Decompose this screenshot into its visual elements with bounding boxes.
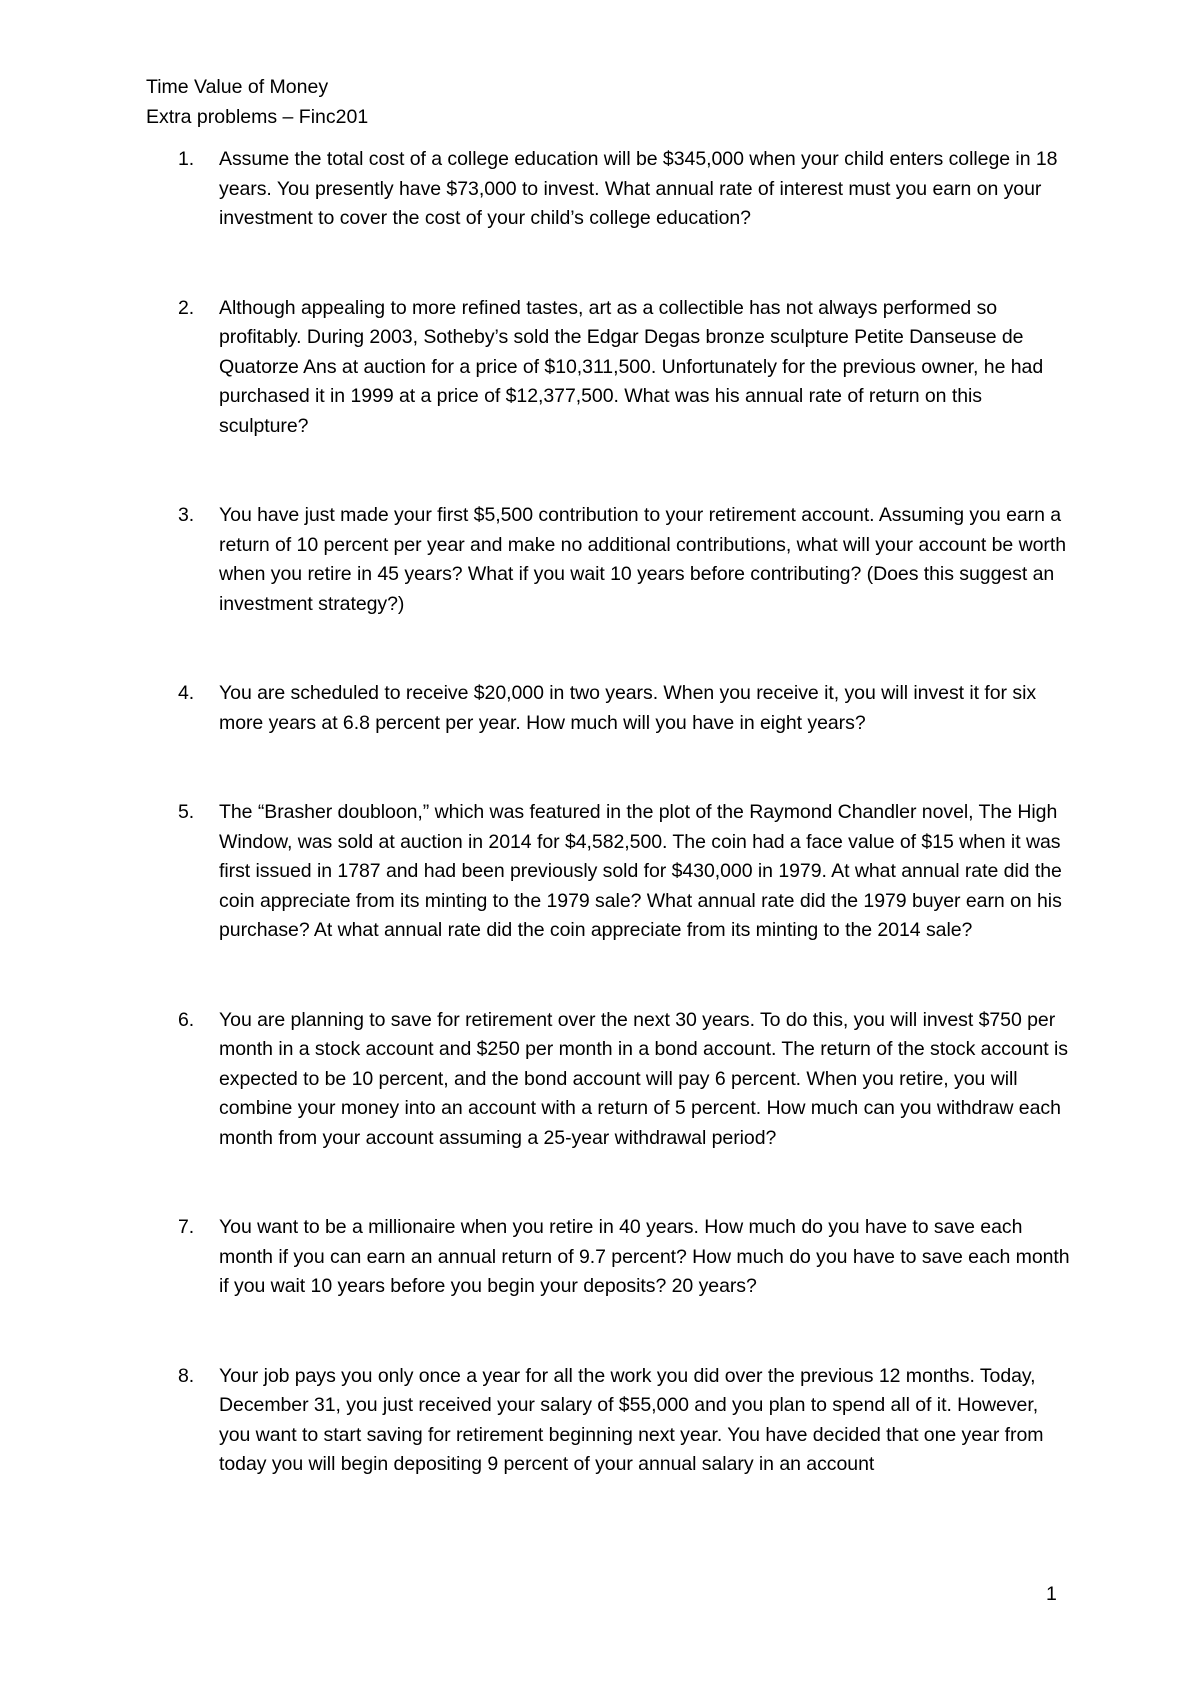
problem-text: Your job pays you only once a year for all the work you did over the previous 12 months. Today, December 31, you just received your salary of $55,000 and you plan to spend all of it. However, you want to start saving for retirement beginning next year. You have decided that one year from today you will begin depositing 9 percent of your annual salary in an account — [219, 1364, 1044, 1475]
problem-text: Assume the total cost of a college education will be $345,000 when your child enters college in 18 years. You presently have $73,000 to invest. What annual rate of interest must you earn on your investment to cover the cost of your child’s college education? — [219, 148, 1058, 229]
problem-item — [178, 1362, 1070, 1480]
document-subtitle: Extra problems – Finc201 — [146, 106, 369, 128]
problem-item — [178, 1213, 1070, 1302]
problem-item — [178, 501, 1070, 619]
problem-number: 6. — [178, 1008, 195, 1031]
problem-text: The “Brasher doubloon,” which was featured in the plot of the Raymond Chandler novel, The High Window, was sold at auction in 2014 for $4,582,500. The coin had a face value of $15 when it was first issued in 1787 and had been previously sold for $430,000 in 1979. At what annual rate did the coin appreciate from its minting to the 1979 sale? What annual rate did the 1979 buyer earn on his purchase? At what annual rate did the coin appreciate from its minting to the 2014 sale? — [219, 801, 1062, 941]
problem-text: You want to be a millionaire when you retire in 40 years. How much do you have to save each month if you can earn an annual return of 9.7 percent? How much do you have to save each month if you wait 10 years before you begin your deposits? 20 years? — [219, 1216, 1070, 1297]
problem-number: 5. — [178, 801, 195, 823]
problem-item — [178, 679, 1070, 738]
problem-item — [178, 798, 1070, 946]
problem-number: 4. — [178, 682, 195, 704]
problem-number: 7. — [178, 1216, 195, 1238]
problem-list — [178, 145, 1070, 1480]
problem-text: You have just made your first $5,500 contribution to your retirement account. Assuming you earn a return of 10 percent per year and make no additional contributions, what will your account be worth when you retire in 45 years? What if you wait 10 years before contributing? (Does this suggest an investment strategy?) — [219, 504, 1067, 615]
problem-item — [178, 294, 1070, 442]
document-title: Time Value of Money — [146, 76, 329, 98]
problem-text: You are scheduled to receive $20,000 in two years. When you receive it, you will invest it for six more years at 6.8 percent per year. How much will you have in eight years? — [219, 682, 1037, 734]
problem-number: 3. — [178, 504, 195, 526]
problem-text: Although appealing to more refined tastes, art as a collectible has not always performed so profitably. During 2003, Sotheby’s sold the Edgar Degas bronze sculpture Petite Danseuse de Quatorze Ans at auction for a price of $10,311,500. Unfortunately for the previous owner, he had purchased it in 1999 at a price of $12,377,500. What was his annual rate of return on this sculpture? — [219, 296, 1044, 437]
document-header — [146, 72, 368, 132]
problem-number: 2. — [178, 296, 195, 319]
problem-number: 1. — [178, 148, 195, 170]
problem-item — [178, 1006, 1070, 1154]
problem-text: You are planning to save for retirement over the next 30 years. To do this, you will invest $750 per month in a stock account and $250 per month in a bond account. The return of the stock account is expected to be 10 percent, and the bond account will pay 6 percent. When you retire, you will combine your money into an account with a return of 5 percent. How much can you withdraw each month from your account assuming a 25-year withdrawal period? — [219, 1008, 1068, 1149]
problem-item — [178, 145, 1070, 234]
problem-number: 8. — [178, 1364, 195, 1387]
page-number: 1 — [1046, 1583, 1057, 1605]
